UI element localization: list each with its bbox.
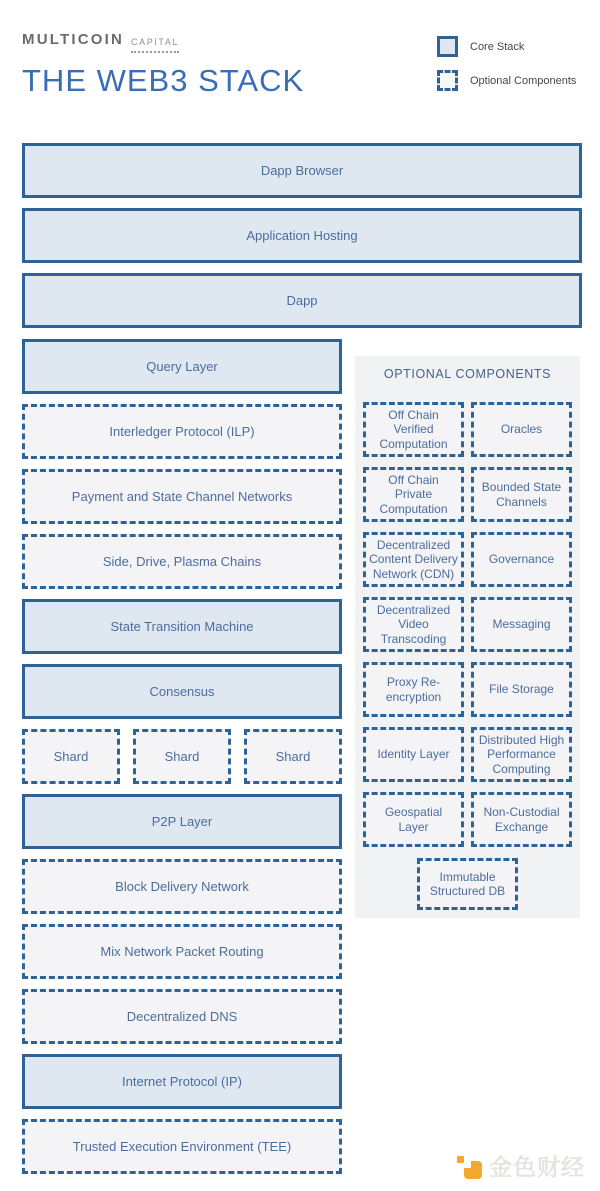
stack-box-decentralized-dns: Decentralized DNS xyxy=(22,989,342,1044)
jinse-logo-icon xyxy=(457,1153,483,1179)
legend-optional-label: Optional Components xyxy=(470,74,577,87)
optional-box-decentralized-cdn: Decentralized Content Delivery Network (CDN) xyxy=(363,532,464,587)
optional-components-title: OPTIONAL COMPONENTS xyxy=(383,367,552,381)
stack-box-shard-3: Shard xyxy=(244,729,342,784)
legend-row-optional xyxy=(437,70,576,91)
jinse-logo-notch xyxy=(464,1161,471,1168)
optional-box-decentralized-video-transcoding: Decentralized Video Transcoding xyxy=(363,597,464,652)
stack-box-shard-1: Shard xyxy=(22,729,120,784)
page-title: THE WEB3 STACK xyxy=(22,63,305,98)
optional-box-governance: Governance xyxy=(471,532,572,587)
stack-box-query-layer: Query Layer xyxy=(22,339,342,394)
stack-box-side-drive-plasma-chains: Side, Drive, Plasma Chains xyxy=(22,534,342,589)
optional-box-file-storage: File Storage xyxy=(471,662,572,717)
optional-box-off-chain-verified-computation: Off Chain Verified Computation xyxy=(363,402,464,457)
optional-box-distributed-high-performance-computing: Distributed High Performance Computing xyxy=(471,727,572,782)
jinse-watermark-text: 金色财经 xyxy=(489,1154,585,1180)
legend-core-label: Core Stack xyxy=(470,40,525,53)
optional-box-geospatial-layer: Geospatial Layer xyxy=(363,792,464,847)
optional-components-panel xyxy=(355,356,580,918)
stack-box-interledger-protocol: Interledger Protocol (ILP) xyxy=(22,404,342,459)
jinse-finance-watermark xyxy=(457,1149,585,1182)
stack-box-consensus: Consensus xyxy=(22,664,342,719)
optional-box-off-chain-private-computation: Off Chain Private Computation xyxy=(363,467,464,522)
optional-box-messaging: Messaging xyxy=(471,597,572,652)
stack-box-dapp-browser: Dapp Browser xyxy=(22,143,582,198)
stack-columns xyxy=(22,339,600,1174)
stack-box-mix-network-packet-routing: Mix Network Packet Routing xyxy=(22,924,342,979)
full-width-stack xyxy=(22,143,582,328)
jinse-logo-small-square xyxy=(457,1156,464,1163)
core-stack-swatch-icon xyxy=(437,36,458,57)
optional-box-oracles: Oracles xyxy=(471,402,572,457)
legend xyxy=(437,36,576,104)
stack-box-payment-state-channels: Payment and State Channel Networks xyxy=(22,469,342,524)
legend-row-core xyxy=(437,36,576,57)
stack-box-shard-2: Shard xyxy=(133,729,231,784)
brand-suffix: CAPITAL xyxy=(131,35,179,53)
stack-box-trusted-execution-environment: Trusted Execution Environment (TEE) xyxy=(22,1119,342,1174)
brand-name: MULTICOIN xyxy=(22,31,125,48)
stack-box-dapp: Dapp xyxy=(22,273,582,328)
stack-box-p2p-layer: P2P Layer xyxy=(22,794,342,849)
stack-box-internet-protocol: Internet Protocol (IP) xyxy=(22,1054,342,1109)
optional-components-swatch-icon xyxy=(437,70,458,91)
optional-box-immutable-structured-db: Immutable Structured DB xyxy=(417,858,518,910)
optional-box-non-custodial-exchange: Non-Custodial Exchange xyxy=(471,792,572,847)
stack-box-state-transition-machine: State Transition Machine xyxy=(22,599,342,654)
shard-row xyxy=(22,729,342,784)
optional-box-proxy-re-encryption: Proxy Re-encryption xyxy=(363,662,464,717)
optional-box-bounded-state-channels: Bounded State Channels xyxy=(471,467,572,522)
stack-diagram xyxy=(0,143,600,1174)
stack-box-application-hosting: Application Hosting xyxy=(22,208,582,263)
core-stack-column xyxy=(22,339,342,1174)
page-header xyxy=(0,0,600,99)
optional-components-grid xyxy=(363,402,572,847)
optional-box-identity-layer: Identity Layer xyxy=(363,727,464,782)
stack-box-block-delivery-network: Block Delivery Network xyxy=(22,859,342,914)
